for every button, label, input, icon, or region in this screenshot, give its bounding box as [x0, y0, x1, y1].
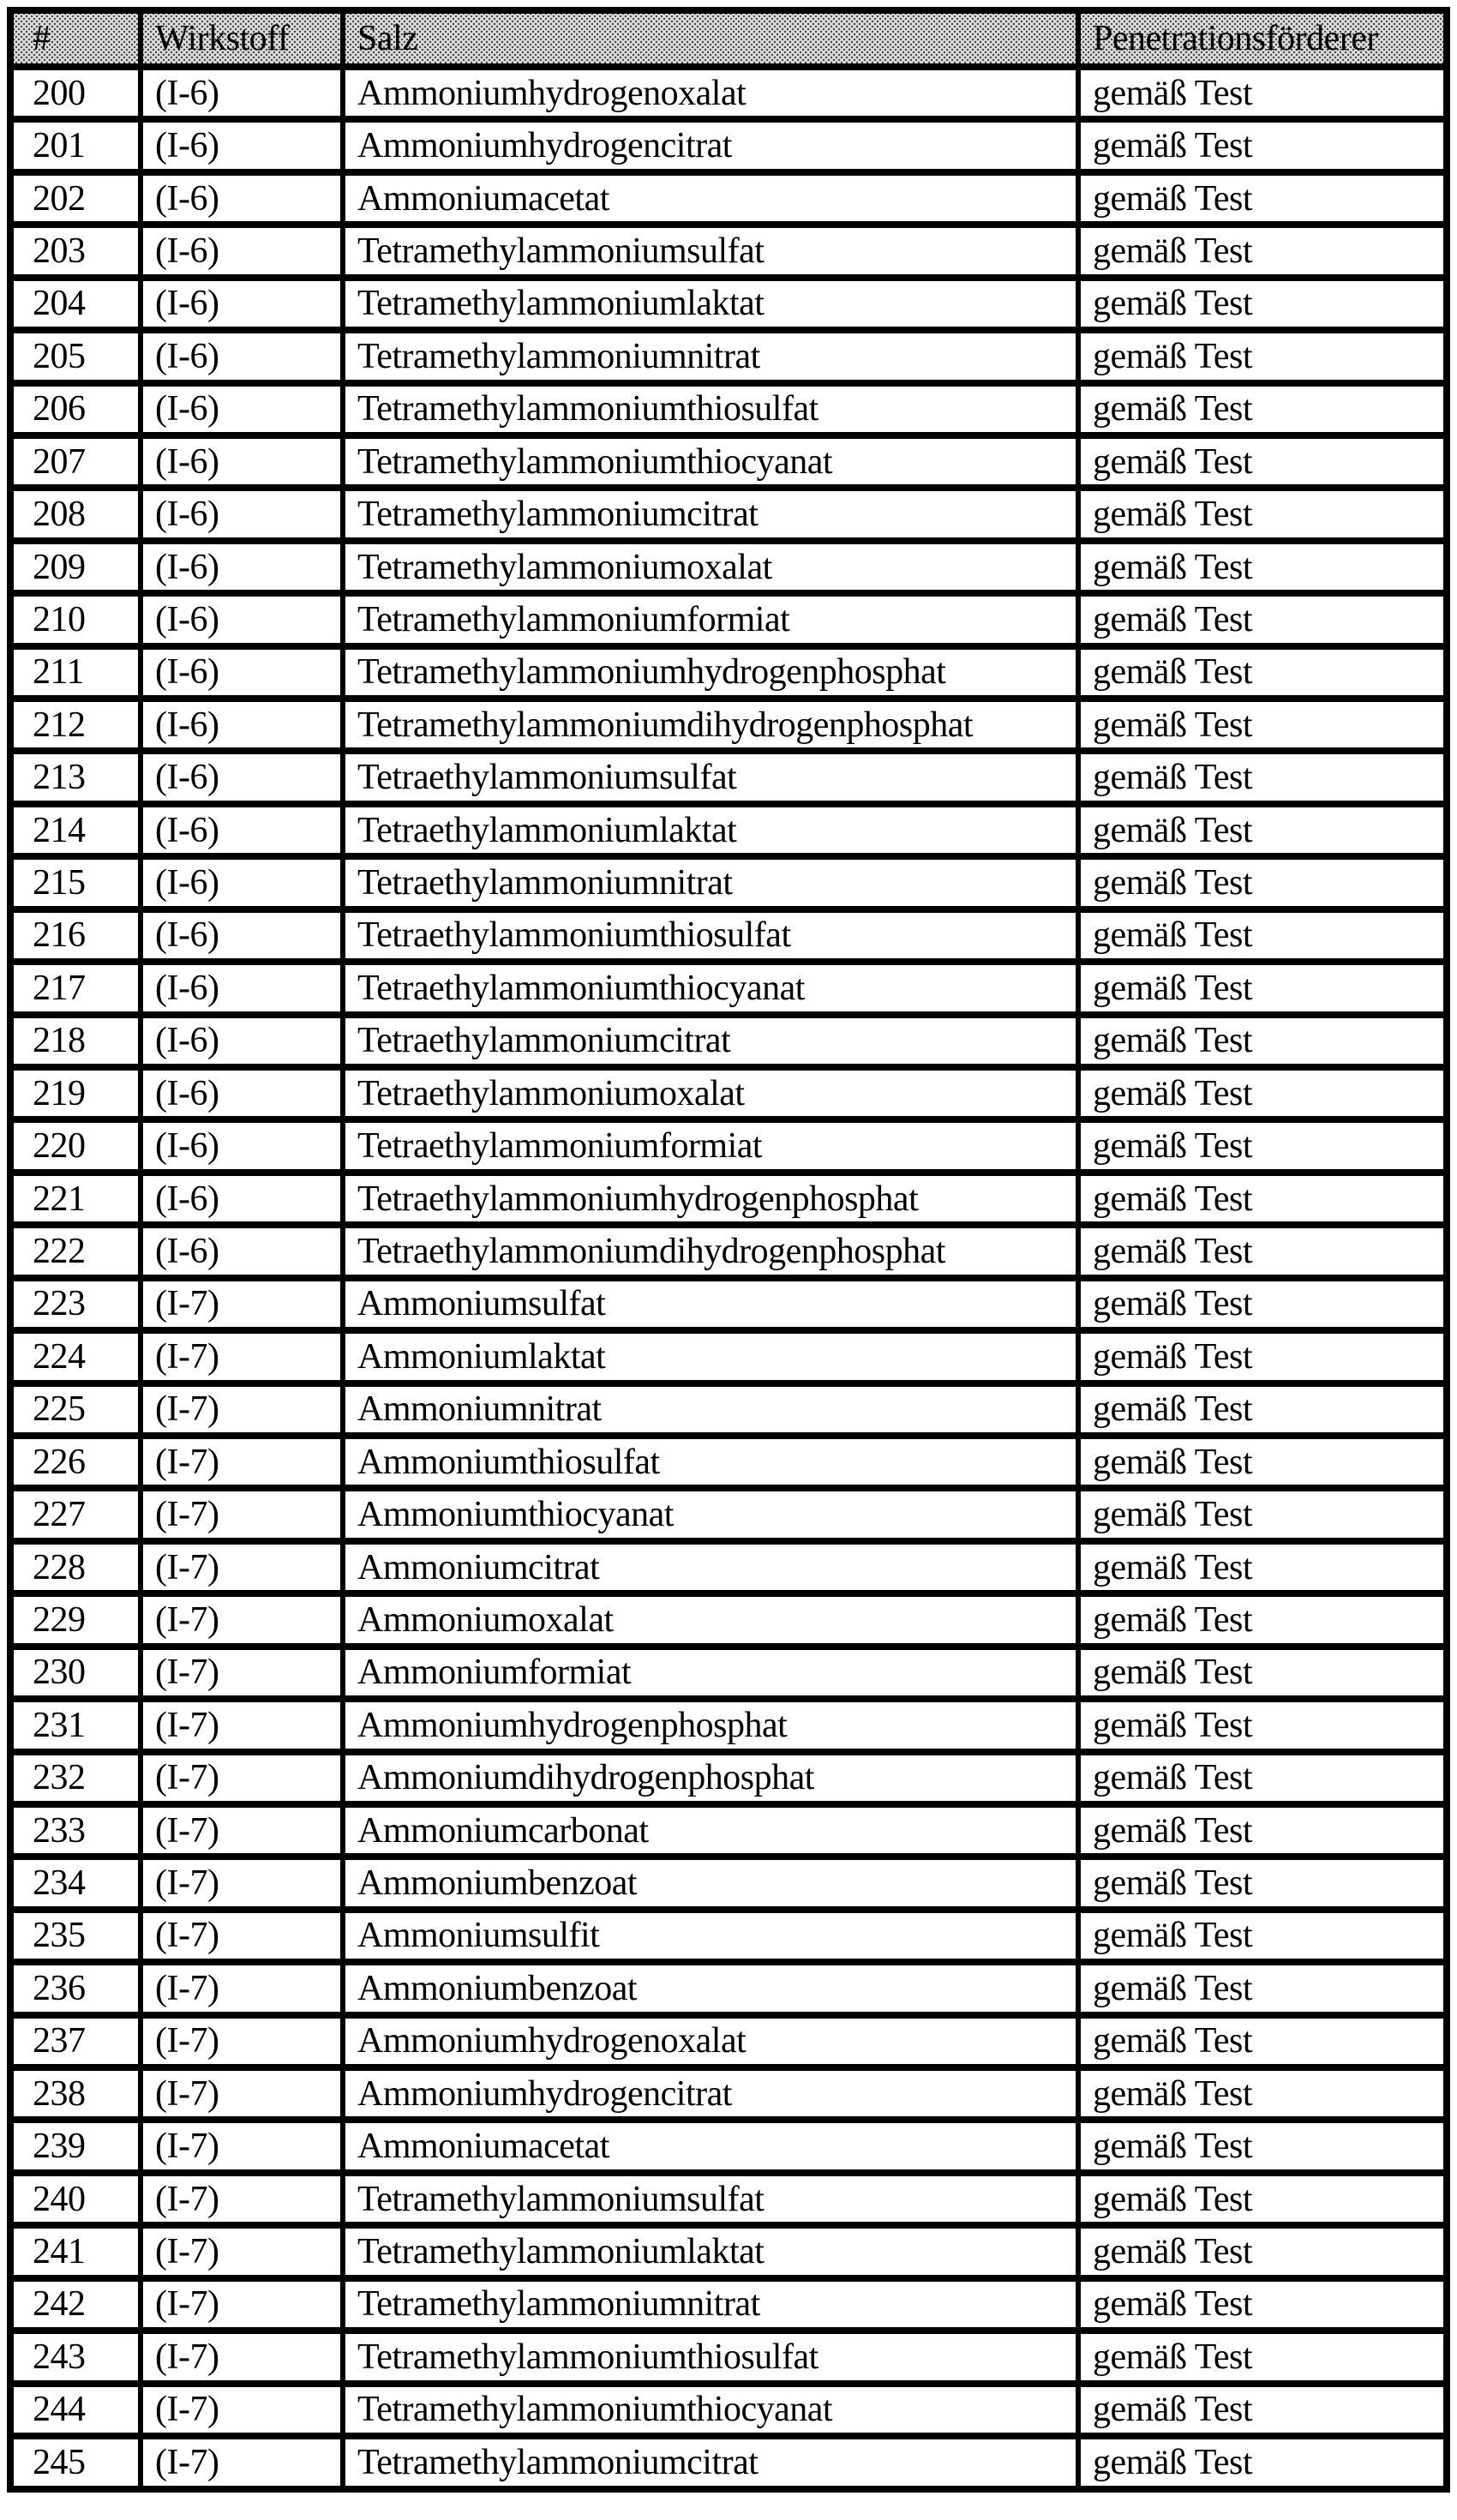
cell-penetrationsfoerderer: gemäß Test: [1078, 2067, 1447, 2120]
cell-penetrationsfoerderer: gemäß Test: [1078, 1593, 1447, 1646]
cell-penetrationsfoerderer: gemäß Test: [1078, 2015, 1447, 2067]
cell-wirkstoff: (I-7): [141, 1488, 343, 1540]
cell-salz: Ammoniumbenzoat: [343, 1962, 1078, 2014]
cell-wirkstoff: (I-6): [141, 172, 343, 225]
cell-penetrationsfoerderer: gemäß Test: [1078, 67, 1447, 119]
cell-number: 241: [10, 2225, 141, 2277]
cell-penetrationsfoerderer: gemäß Test: [1078, 278, 1447, 330]
cell-penetrationsfoerderer: gemäß Test: [1078, 1910, 1447, 1962]
cell-number: 240: [10, 2173, 141, 2225]
cell-penetrationsfoerderer: gemäß Test: [1078, 699, 1447, 751]
cell-wirkstoff: (I-6): [141, 488, 343, 540]
cell-penetrationsfoerderer: gemäß Test: [1078, 383, 1447, 435]
cell-wirkstoff: (I-6): [141, 1067, 343, 1119]
cell-penetrationsfoerderer: gemäß Test: [1078, 1857, 1447, 1909]
cell-salz: Tetramethylammoniumlaktat: [343, 278, 1078, 330]
table-row: [10, 119, 1447, 171]
cell-wirkstoff: (I-6): [141, 699, 343, 751]
cell-wirkstoff: (I-6): [141, 225, 343, 277]
cell-wirkstoff: (I-6): [141, 856, 343, 909]
table-row: [10, 593, 1447, 645]
cell-wirkstoff: (I-6): [141, 330, 343, 382]
cell-wirkstoff: (I-6): [141, 804, 343, 856]
cell-number: 216: [10, 909, 141, 962]
table-row: [10, 699, 1447, 751]
cell-salz: Tetramethylammoniumsulfat: [343, 225, 1078, 277]
cell-penetrationsfoerderer: gemäß Test: [1078, 1225, 1447, 1277]
table-row: [10, 1699, 1447, 1751]
cell-wirkstoff: (I-6): [141, 962, 343, 1014]
table-row: [10, 804, 1447, 856]
cell-wirkstoff: (I-6): [141, 1173, 343, 1225]
cell-wirkstoff: (I-7): [141, 2120, 343, 2172]
table-row: [10, 1593, 1447, 1646]
cell-salz: Ammoniumformiat: [343, 1647, 1078, 1699]
cell-penetrationsfoerderer: gemäß Test: [1078, 2225, 1447, 2277]
table-row: [10, 67, 1447, 119]
cell-number: 219: [10, 1067, 141, 1119]
cell-salz: Ammoniumcitrat: [343, 1541, 1078, 1593]
cell-salz: Ammoniumnitrat: [343, 1383, 1078, 1436]
cell-salz: Tetraethylammoniumthiocyanat: [343, 962, 1078, 1014]
table-body: [10, 67, 1447, 2489]
cell-wirkstoff: (I-6): [141, 435, 343, 488]
cell-salz: Tetramethylammoniumcitrat: [343, 488, 1078, 540]
cell-number: 204: [10, 278, 141, 330]
table-row: [10, 2120, 1447, 2172]
cell-salz: Ammoniumcarbonat: [343, 1804, 1078, 1857]
cell-number: 207: [10, 435, 141, 488]
cell-wirkstoff: (I-7): [141, 1647, 343, 1699]
cell-number: 231: [10, 1699, 141, 1751]
table-row: [10, 909, 1447, 962]
cell-salz: Tetramethylammoniumoxalat: [343, 541, 1078, 593]
cell-salz: Ammoniumoxalat: [343, 1593, 1078, 1646]
cell-wirkstoff: (I-7): [141, 1383, 343, 1436]
table-row: [10, 1225, 1447, 1277]
cell-penetrationsfoerderer: gemäß Test: [1078, 909, 1447, 962]
cell-wirkstoff: (I-6): [141, 67, 343, 119]
cell-penetrationsfoerderer: gemäß Test: [1078, 1804, 1447, 1857]
cell-number: 201: [10, 119, 141, 171]
cell-number: 221: [10, 1173, 141, 1225]
cell-penetrationsfoerderer: gemäß Test: [1078, 225, 1447, 277]
cell-wirkstoff: (I-7): [141, 1330, 343, 1383]
cell-salz: Tetramethylammoniumnitrat: [343, 2278, 1078, 2331]
cell-salz: Tetraethylammoniumthiosulfat: [343, 909, 1078, 962]
header-penetrationsfoerderer: Penetrationsförderer: [1078, 10, 1447, 67]
cell-wirkstoff: (I-7): [141, 2278, 343, 2331]
cell-salz: Tetramethylammoniumnitrat: [343, 330, 1078, 382]
cell-wirkstoff: (I-7): [141, 1804, 343, 1857]
cell-salz: Tetramethylammoniumthiocyanat: [343, 435, 1078, 488]
cell-number: 229: [10, 1593, 141, 1646]
cell-wirkstoff: (I-6): [141, 909, 343, 962]
cell-salz: Tetraethylammoniumlaktat: [343, 804, 1078, 856]
cell-number: 242: [10, 2278, 141, 2331]
header-wirkstoff: Wirkstoff: [141, 10, 343, 67]
cell-number: 205: [10, 330, 141, 382]
cell-number: 225: [10, 1383, 141, 1436]
cell-wirkstoff: (I-6): [141, 646, 343, 699]
cell-salz: Ammoniumacetat: [343, 2120, 1078, 2172]
cell-number: 228: [10, 1541, 141, 1593]
cell-wirkstoff: (I-7): [141, 1278, 343, 1330]
table-row: [10, 1119, 1447, 1172]
cell-salz: Ammoniumhydrogenoxalat: [343, 67, 1078, 119]
table-row: [10, 225, 1447, 277]
table-row: [10, 2225, 1447, 2277]
cell-number: 230: [10, 1647, 141, 1699]
table-row: [10, 1752, 1447, 1804]
cell-penetrationsfoerderer: gemäß Test: [1078, 962, 1447, 1014]
cell-penetrationsfoerderer: gemäß Test: [1078, 1541, 1447, 1593]
cell-penetrationsfoerderer: gemäß Test: [1078, 1436, 1447, 1488]
cell-wirkstoff: (I-7): [141, 2015, 343, 2067]
cell-penetrationsfoerderer: gemäß Test: [1078, 751, 1447, 803]
cell-wirkstoff: (I-7): [141, 1593, 343, 1646]
cell-penetrationsfoerderer: gemäß Test: [1078, 1647, 1447, 1699]
table-row: [10, 330, 1447, 382]
cell-salz: Tetramethylammoniumsulfat: [343, 2173, 1078, 2225]
cell-wirkstoff: (I-7): [141, 2173, 343, 2225]
table-row: [10, 488, 1447, 540]
header-salz: Salz: [343, 10, 1078, 67]
table-row: [10, 1330, 1447, 1383]
cell-wirkstoff: (I-7): [141, 1962, 343, 2014]
cell-wirkstoff: (I-6): [141, 119, 343, 171]
table-row: [10, 856, 1447, 909]
table-row: [10, 541, 1447, 593]
cell-number: 236: [10, 1962, 141, 2014]
cell-penetrationsfoerderer: gemäß Test: [1078, 1015, 1447, 1067]
cell-number: 237: [10, 2015, 141, 2067]
cell-wirkstoff: (I-6): [141, 541, 343, 593]
cell-salz: Tetramethylammoniumhydrogenphosphat: [343, 646, 1078, 699]
cell-salz: Tetraethylammoniumoxalat: [343, 1067, 1078, 1119]
cell-salz: Ammoniumhydrogenoxalat: [343, 2015, 1078, 2067]
table-row: [10, 172, 1447, 225]
table-row: [10, 1857, 1447, 1909]
cell-number: 208: [10, 488, 141, 540]
cell-wirkstoff: (I-7): [141, 1752, 343, 1804]
cell-salz: Tetramethylammoniumthiosulfat: [343, 2331, 1078, 2383]
cell-wirkstoff: (I-6): [141, 278, 343, 330]
table-row: [10, 1488, 1447, 1540]
document-table: [7, 7, 1450, 2493]
table-row: [10, 435, 1447, 488]
table-row: [10, 2015, 1447, 2067]
table-row: [10, 646, 1447, 699]
cell-penetrationsfoerderer: gemäß Test: [1078, 119, 1447, 171]
cell-number: 232: [10, 1752, 141, 1804]
cell-wirkstoff: (I-7): [141, 2384, 343, 2436]
cell-penetrationsfoerderer: gemäß Test: [1078, 856, 1447, 909]
table-header-row: [10, 10, 1447, 67]
cell-penetrationsfoerderer: gemäß Test: [1078, 1699, 1447, 1751]
cell-penetrationsfoerderer: gemäß Test: [1078, 1752, 1447, 1804]
table-row: [10, 278, 1447, 330]
cell-salz: Ammoniumdihydrogenphosphat: [343, 1752, 1078, 1804]
cell-wirkstoff: (I-7): [141, 2331, 343, 2383]
cell-penetrationsfoerderer: gemäß Test: [1078, 1488, 1447, 1540]
cell-salz: Tetramethylammoniumthiosulfat: [343, 383, 1078, 435]
cell-salz: Ammoniumacetat: [343, 172, 1078, 225]
cell-salz: Tetraethylammoniumformiat: [343, 1119, 1078, 1172]
header-number: #: [10, 10, 141, 67]
cell-salz: Tetramethylammoniumcitrat: [343, 2436, 1078, 2489]
cell-number: 210: [10, 593, 141, 645]
cell-salz: Ammoniumhydrogenphosphat: [343, 1699, 1078, 1751]
cell-wirkstoff: (I-7): [141, 1857, 343, 1909]
cell-penetrationsfoerderer: gemäß Test: [1078, 1278, 1447, 1330]
table-row: [10, 2436, 1447, 2489]
cell-number: 215: [10, 856, 141, 909]
table-row: [10, 1804, 1447, 1857]
cell-penetrationsfoerderer: gemäß Test: [1078, 488, 1447, 540]
cell-salz: Ammoniumbenzoat: [343, 1857, 1078, 1909]
table-row: [10, 1067, 1447, 1119]
cell-number: 206: [10, 383, 141, 435]
cell-salz: Tetramethylammoniumthiocyanat: [343, 2384, 1078, 2436]
cell-number: 227: [10, 1488, 141, 1540]
cell-penetrationsfoerderer: gemäß Test: [1078, 1067, 1447, 1119]
cell-number: 218: [10, 1015, 141, 1067]
table-row: [10, 1647, 1447, 1699]
cell-wirkstoff: (I-7): [141, 2067, 343, 2120]
cell-number: 212: [10, 699, 141, 751]
cell-salz: Tetraethylammoniumcitrat: [343, 1015, 1078, 1067]
cell-number: 226: [10, 1436, 141, 1488]
cell-number: 245: [10, 2436, 141, 2489]
cell-salz: Tetraethylammoniumsulfat: [343, 751, 1078, 803]
table-row: [10, 383, 1447, 435]
cell-number: 234: [10, 1857, 141, 1909]
cell-wirkstoff: (I-7): [141, 1910, 343, 1962]
cell-number: 235: [10, 1910, 141, 1962]
cell-wirkstoff: (I-6): [141, 1015, 343, 1067]
cell-number: 239: [10, 2120, 141, 2172]
cell-salz: Tetramethylammoniumformiat: [343, 593, 1078, 645]
cell-penetrationsfoerderer: gemäß Test: [1078, 2436, 1447, 2489]
cell-salz: Ammoniumhydrogencitrat: [343, 119, 1078, 171]
table-row: [10, 1015, 1447, 1067]
table-row: [10, 2067, 1447, 2120]
cell-number: 244: [10, 2384, 141, 2436]
cell-number: 202: [10, 172, 141, 225]
cell-salz: Tetraethylammoniumdihydrogenphosphat: [343, 1225, 1078, 1277]
cell-salz: Tetraethylammoniumnitrat: [343, 856, 1078, 909]
table-row: [10, 1383, 1447, 1436]
cell-number: 217: [10, 962, 141, 1014]
cell-salz: Ammoniumthiosulfat: [343, 1436, 1078, 1488]
cell-penetrationsfoerderer: gemäß Test: [1078, 1383, 1447, 1436]
cell-salz: Tetramethylammoniumlaktat: [343, 2225, 1078, 2277]
cell-salz: Ammoniumthiocyanat: [343, 1488, 1078, 1540]
cell-number: 243: [10, 2331, 141, 2383]
cell-penetrationsfoerderer: gemäß Test: [1078, 1173, 1447, 1225]
cell-penetrationsfoerderer: gemäß Test: [1078, 2331, 1447, 2383]
cell-salz: Ammoniumlaktat: [343, 1330, 1078, 1383]
cell-number: 222: [10, 1225, 141, 1277]
cell-number: 209: [10, 541, 141, 593]
cell-number: 238: [10, 2067, 141, 2120]
cell-salz: Ammoniumsulfit: [343, 1910, 1078, 1962]
cell-wirkstoff: (I-6): [141, 593, 343, 645]
table-row: [10, 751, 1447, 803]
cell-penetrationsfoerderer: gemäß Test: [1078, 646, 1447, 699]
cell-number: 220: [10, 1119, 141, 1172]
cell-penetrationsfoerderer: gemäß Test: [1078, 2278, 1447, 2331]
table-row: [10, 1910, 1447, 1962]
table-row: [10, 1173, 1447, 1225]
cell-wirkstoff: (I-7): [141, 1541, 343, 1593]
cell-wirkstoff: (I-7): [141, 2225, 343, 2277]
cell-wirkstoff: (I-6): [141, 1119, 343, 1172]
table-row: [10, 962, 1447, 1014]
table-row: [10, 2331, 1447, 2383]
table-row: [10, 1541, 1447, 1593]
cell-number: 214: [10, 804, 141, 856]
cell-salz: Tetramethylammoniumdihydrogenphosphat: [343, 699, 1078, 751]
cell-salz: Ammoniumhydrogencitrat: [343, 2067, 1078, 2120]
cell-penetrationsfoerderer: gemäß Test: [1078, 541, 1447, 593]
cell-penetrationsfoerderer: gemäß Test: [1078, 1962, 1447, 2014]
cell-number: 203: [10, 225, 141, 277]
cell-penetrationsfoerderer: gemäß Test: [1078, 2120, 1447, 2172]
cell-penetrationsfoerderer: gemäß Test: [1078, 593, 1447, 645]
cell-number: 233: [10, 1804, 141, 1857]
cell-penetrationsfoerderer: gemäß Test: [1078, 1119, 1447, 1172]
cell-wirkstoff: (I-7): [141, 1699, 343, 1751]
cell-wirkstoff: (I-6): [141, 751, 343, 803]
cell-penetrationsfoerderer: gemäß Test: [1078, 435, 1447, 488]
cell-penetrationsfoerderer: gemäß Test: [1078, 172, 1447, 225]
cell-number: 213: [10, 751, 141, 803]
cell-penetrationsfoerderer: gemäß Test: [1078, 2384, 1447, 2436]
table-row: [10, 2384, 1447, 2436]
cell-number: 200: [10, 67, 141, 119]
cell-number: 223: [10, 1278, 141, 1330]
table-row: [10, 1278, 1447, 1330]
cell-salz: Ammoniumsulfat: [343, 1278, 1078, 1330]
cell-salz: Tetraethylammoniumhydrogenphosphat: [343, 1173, 1078, 1225]
table-row: [10, 1436, 1447, 1488]
cell-penetrationsfoerderer: gemäß Test: [1078, 1330, 1447, 1383]
cell-wirkstoff: (I-7): [141, 2436, 343, 2489]
cell-wirkstoff: (I-6): [141, 1225, 343, 1277]
cell-penetrationsfoerderer: gemäß Test: [1078, 330, 1447, 382]
cell-number: 211: [10, 646, 141, 699]
cell-penetrationsfoerderer: gemäß Test: [1078, 2173, 1447, 2225]
table-row: [10, 2173, 1447, 2225]
cell-penetrationsfoerderer: gemäß Test: [1078, 804, 1447, 856]
cell-wirkstoff: (I-7): [141, 1436, 343, 1488]
cell-wirkstoff: (I-6): [141, 383, 343, 435]
cell-number: 224: [10, 1330, 141, 1383]
table-row: [10, 2278, 1447, 2331]
table-row: [10, 1962, 1447, 2014]
